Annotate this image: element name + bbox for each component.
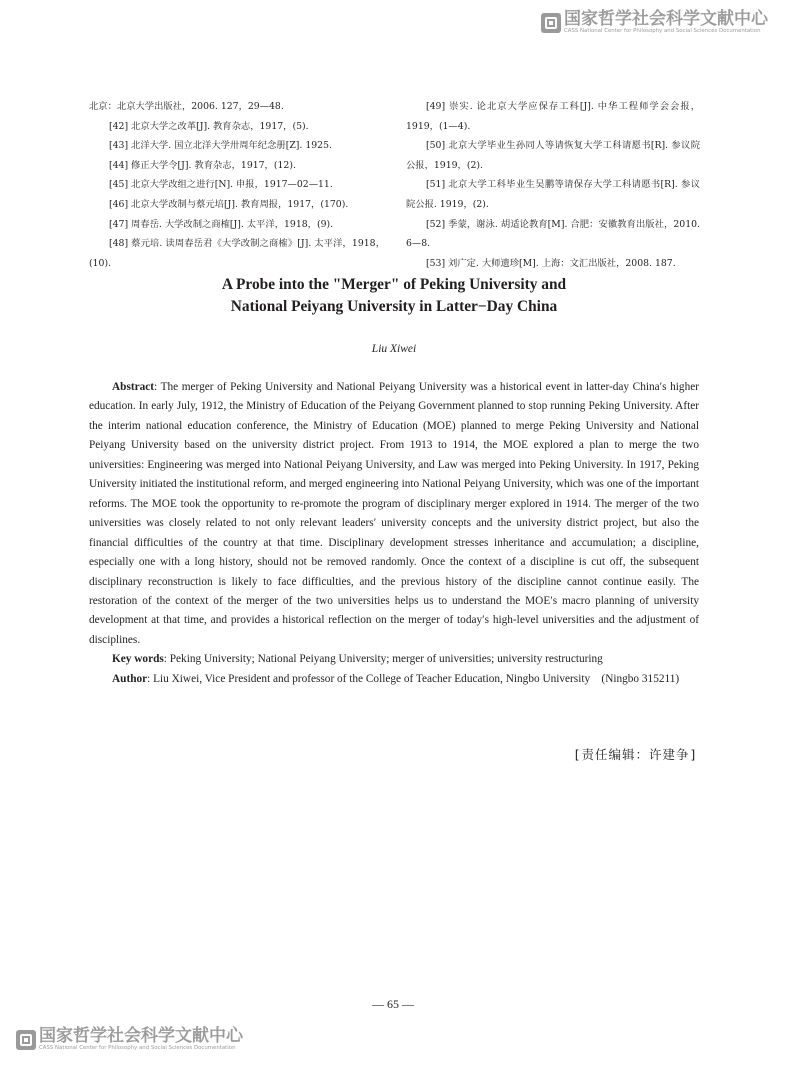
reference-item: [47] 周春岳. 大学改制之商榷[J]. 太平洋，1918，(9). xyxy=(109,218,334,230)
abstract-paragraph: Abstract: The merger of Peking University and National Peiyang University was a historical event in latter-day China′s higher education. In early July, 1912, the Ministry of Education of the Peiyang Government planned to stop running Peking University. After the interim national education conference, the Ministry of Education (MOE) planned to merge Peking University and National Peiyang University based on the university district project. From 1913 to 1914, the MOE explored a plan to merge the two universities: Engineering was merged into National Peiyang University, and Law was merged into Peking University. In 1917, Peking University initiated the institutional reform, and merged engineering into National Peiyang University, which was one of the important reforms. The MOE took the opportunity to re-promote the program of disciplinary merger explored in 1914. The merger of the two universities was closely related to not only relevant leaders′ university concepts and the university district project, but also the financial difficulties of the country at that time. Disciplinary development stresses inheritance and accumulation; a discipline, especially one with a long history, should not be removed randomly. Once the context of a discipline is cut off, the subsequent disciplinary reconstruction is likely to face difficulties, and the previous history of the discipline cannot continue easily. The restoration of the context of the merger of the two universities helps us to understand the MOE′s macro planning of university development at that time, and provides a historical reflection on the merger of today′s high-level universities and the adjustment of disciplines. xyxy=(89,381,699,646)
author-text: Liu Xiwei, Vice President and professor of the College of Teacher Education, Ningbo University (Ningbo 315211) xyxy=(153,672,680,685)
reference-item: [45] 北京大学改组之进行[N]. 申报，1917—02—11. xyxy=(109,179,333,191)
author-label: Author xyxy=(112,672,148,685)
reference-item: [52] 季蒙，谢泳. 胡适论教育[M]. 合肥：安徽教育出版社，2010. 6—8. xyxy=(406,218,700,250)
reference-item: [44] 修正大学令[J]. 教育杂志，1917，(12). xyxy=(109,159,296,171)
keywords-paragraph: Key words: Peking University; National Peiyang University; merger of universities; university restructuring xyxy=(112,653,603,666)
watermark-abbr: CASS xyxy=(564,28,579,34)
references-right-column xyxy=(406,97,700,273)
watermark-cn: 国家哲学社会科学文献中心 xyxy=(564,9,768,29)
reference-item: [51] 北京大学工科毕业生吴鹏等请保存大学工科请愿书[R]. 参议院公报. 1919，(2). xyxy=(406,179,700,210)
watermark-en-text: National Center for Philosophy and Social Sciences Documentation xyxy=(580,28,761,34)
watermark-en xyxy=(39,1045,243,1052)
watermark-cn: 国家哲学社会科学文献中心 xyxy=(39,1026,243,1046)
watermark-en-text: National Center for Philosophy and Social Sciences Documentation xyxy=(55,1045,236,1051)
watermark-en xyxy=(564,28,768,35)
editor-note: [责任编辑：许建争] xyxy=(572,747,698,762)
title-line-2: National Peiyang University in Latter−Day China xyxy=(230,298,558,315)
reference-item: [50] 北京大学毕业生孙同人等请恢复大学工科请愿书[R]. 参议院公报，1919，(2). xyxy=(406,140,700,171)
author-paragraph: Author: Liu Xiwei, Vice President and professor of the College of Teacher Education, Ningbo University (Ningbo 315211) xyxy=(112,672,680,685)
references-left-column xyxy=(89,97,385,273)
cass-logo-icon xyxy=(16,1030,36,1050)
watermark-abbr: CASS xyxy=(39,1045,54,1051)
title-line-1: A Probe into the "Merger" of Peking University and xyxy=(221,276,567,293)
english-abstract xyxy=(89,378,699,689)
reference-item: [53] 刘广定. 大师遗珍[M]. 上海：文汇出版社，2008. 187. xyxy=(426,257,676,269)
keywords-text: Peking University; National Peiyang University; merger of universities; university restructuring xyxy=(169,653,603,666)
author-name: Liu Xiwei xyxy=(371,343,417,355)
keywords-label: Key words xyxy=(112,653,164,666)
abstract-label: Abstract xyxy=(112,381,155,393)
reference-item: [49] 崇实. 论北京大学应保存工科[J]. 中华工程师学会会报，1919，(1—4). xyxy=(406,101,700,132)
article-title xyxy=(90,274,698,318)
abstract-text: The merger of Peking University and National Peiyang University was a historical event in latter-day China′s higher education. In early July, 1912, the Ministry of Education of the Peiyang Government planned to stop running Peking University. After the interim national education conference, the Ministry of Education (MOE) planned to merge Peking University and National Peiyang University based on the university district project. From 1913 to 1914, the MOE explored a plan to merge the two universities: Engineering was merged into National Peiyang University, and Law was merged into Peking University. In 1917, Peking University initiated the institutional reform, and merged engineering into National Peiyang University, which was one of the important reforms. The MOE took the opportunity to re-promote the program of disciplinary merger explored in 1914. The merger of the two universities was closely related to not only relevant leaders′ university concepts and the university district project, but also the financial difficulties of the country at that time. Disciplinary development stresses inheritance and accumulation; a discipline, especially one with a long history, should not be removed randomly. Once the context of a discipline is cut off, the subsequent disciplinary reconstruction is likely to face difficulties, and the previous history of the discipline cannot continue easily. The restoration of the context of the merger of the two universities helps us to understand the MOE′s macro planning of university development at that time, and provides a historical reflection on the merger of today′s high-level universities and the adjustment of disciplines. xyxy=(89,381,699,646)
cass-logo-icon xyxy=(541,13,561,33)
watermark-logo-top xyxy=(541,10,768,35)
watermark-logo-bottom xyxy=(16,1027,243,1052)
reference-item: [43] 北洋大学. 国立北洋大学卅周年纪念册[Z]. 1925. xyxy=(109,140,332,152)
reference-item: 北京：北京大学出版社，2006. 127，29—48. xyxy=(89,101,284,112)
reference-item: [42] 北京大学之改革[J]. 教育杂志，1917，(5). xyxy=(109,120,309,132)
reference-item: [46] 北京大学改制与蔡元培[J]. 教育周报，1917，(170). xyxy=(109,198,349,210)
page-number: — 65 — xyxy=(372,997,414,1011)
reference-item: [48] 蔡元培. 读周春岳君《大学改制之商榷》[J]. 太平洋，1918，(10). xyxy=(89,238,385,269)
